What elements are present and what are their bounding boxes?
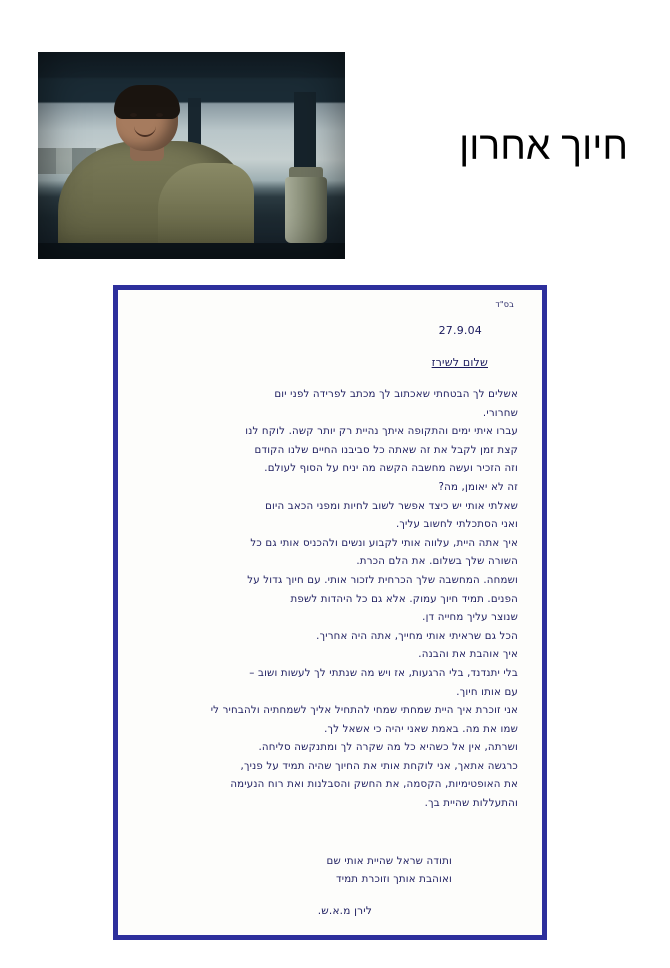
letter-body-line: זה לא יאומן, מה?: [438, 481, 518, 493]
letter-body-line: עם אותו חיוך.: [456, 686, 518, 698]
letter-signature-line: ואוהבת אותך וזוכרת תמיד: [335, 874, 452, 885]
letter-body: [140, 386, 518, 814]
letter-body-line: את האופטימיות, הקסמה, את החשק והסבלנות ואת רוח הנעימה: [230, 779, 518, 791]
letter-body-line: שנוצר עליך מחייה דן.: [422, 612, 518, 624]
letter-body-line: איך אתה היית, עלווה אותי לקבוע ונשים ולהכניס אותי גם כל: [250, 537, 518, 549]
letter-body-line: שמו את מה. באמת שאני יהיה כי אשאל לך.: [324, 723, 518, 735]
letter-body-line: שחרורי.: [482, 407, 518, 419]
slide-top-section: [0, 0, 670, 278]
letter-body-line: איך אוהבת את והבנה.: [418, 649, 518, 661]
letter-body-line: עברו איתי ימים והתקופה איתך נהיית רק יותר קשה. לוקח לנו: [245, 426, 518, 438]
letter-signature: [327, 853, 452, 889]
letter-body-line: והתעללות שהיית בך.: [424, 798, 518, 810]
letter-body-line: בלי יתנדנד, בלי הרגעות, אז ויש מה שנתתי לך לעשות ושוב –: [249, 667, 518, 679]
letter-body-line: שאלתי אותי יש כיצד אפשר לשוב לחיות ומפני הכאב היום: [265, 500, 518, 512]
letter-body-line: אשלים לך הבטחתי שאכתוב לך מכתב לפרידה לפני יום: [274, 389, 518, 400]
letter-body-line: הכל גם שראיתי אותי מחייך, אתה היה אחריך.: [316, 630, 518, 642]
letter-final-line: לירן מ.א.ש.: [317, 905, 372, 917]
letter-body-line: אני זוכרת איך היית שמחתי שמחי להתחיל אליך לשמחתיה ולהבחיר לי: [210, 705, 518, 717]
letter-signature-line: ותודה שראל שהיית אותי שם: [326, 856, 452, 867]
letter-greeting: שלום לשירז: [431, 356, 488, 369]
letter-date: 27.9.04: [438, 324, 482, 337]
letter-frame: [113, 285, 547, 940]
letter-body-line: קצת זמן לקבל את זה שאתה כל סביבנו החיים שלנו הקודם: [254, 444, 518, 456]
letter-body-line: ושרתה, אין אל כשהיא כל מה שקרה לך ומתנקשה סליחה.: [258, 742, 518, 754]
letter-body-line: כרגשה אתאך, אני לוקחת אותי את החיוך שהיה תמיד על פניך,: [240, 760, 518, 772]
letter-body-line: השורה שלך בשלום. את הלם הכרת.: [356, 556, 518, 568]
letter-body-line: הפנים. תמיד חיוך עמוק. אלא גם כל היהדות לשפת: [290, 593, 518, 605]
photo-vignette: [38, 52, 345, 259]
letter-body-line: ואני הסתכלתי לחשוב עליך.: [395, 519, 518, 531]
soldier-photo: [38, 52, 345, 259]
letter-page: [118, 290, 542, 935]
letter-body-line: וזה הזכיר ועשה מחשבה הקשה מה יניח על הסוף לעולם.: [264, 463, 518, 475]
page-title: חיוך אחרון: [459, 125, 628, 168]
letter-body-line: ושמחה. המחשבה שלך הכרחית לזכור אותי. עם חיוך גדול על: [247, 574, 518, 586]
letter-bsd: בס"ד: [495, 300, 514, 309]
